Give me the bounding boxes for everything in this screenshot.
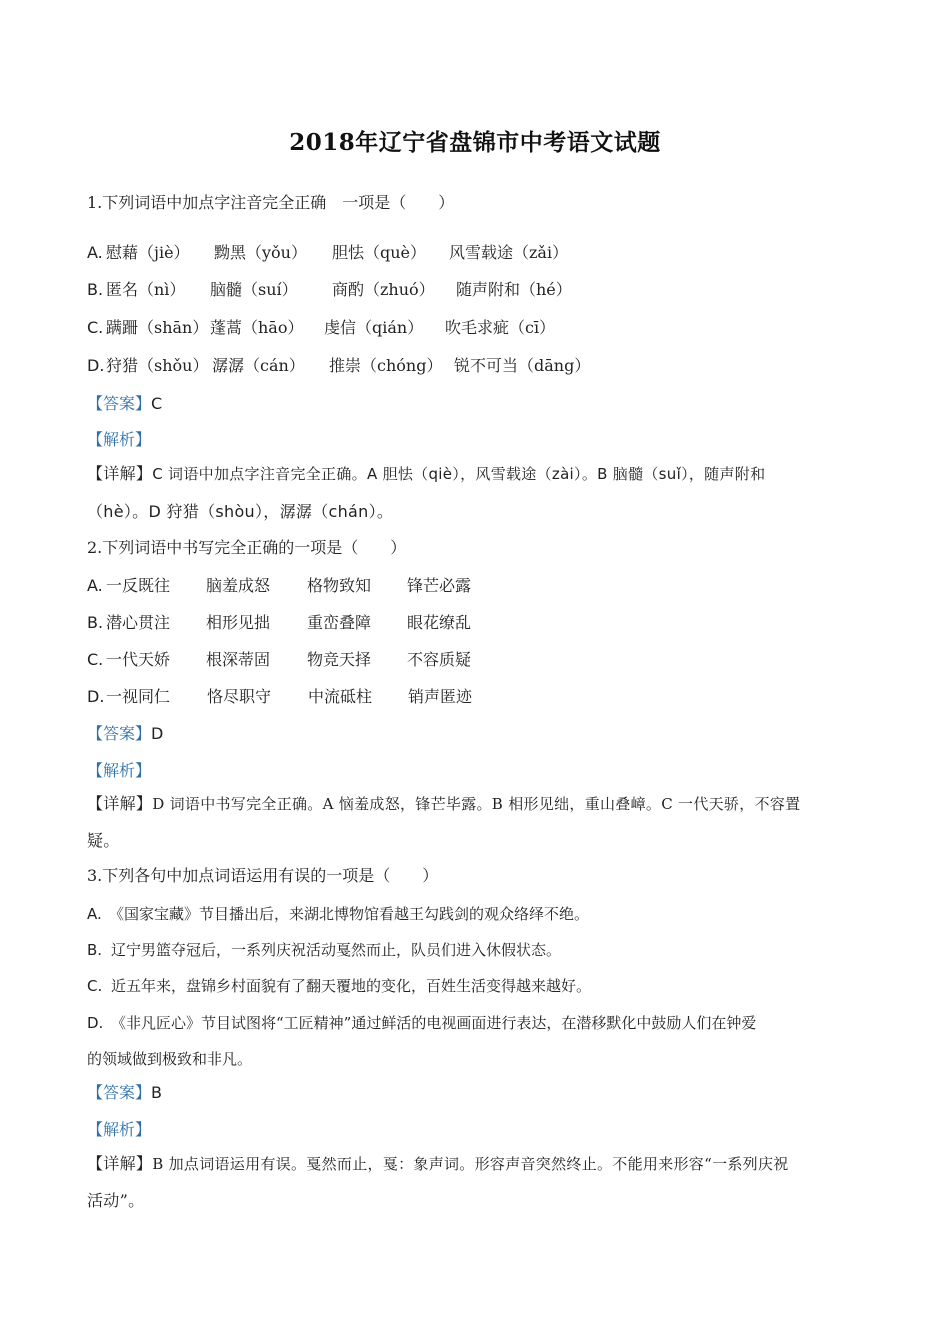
detail-text: D 词语中书写完全正确。A 恼羞成怒，锋芒毕露。B 相形见绌，重山叠嶂。C 一代天骄，不容置 (152, 795, 801, 813)
option-item: 随声附和（hé） (456, 280, 572, 299)
option-label: B. (87, 280, 104, 299)
option-item: 一反既往 (106, 576, 171, 595)
option-label: A. (87, 905, 102, 923)
option-item: 脑髓（suí） (210, 280, 298, 299)
question-1-stem: 1.下列词语中加点字注音完全正确 一项是（ ） (87, 193, 455, 212)
option-item: 潺潺（cán） (212, 356, 305, 375)
option-item: 商酌（zhuó） (332, 280, 435, 299)
q2-detail (87, 794, 800, 814)
q2-detail-continued: 疑。 (87, 831, 120, 850)
q3-option-b (87, 940, 562, 960)
option-item: 黝黑（yǒu） (214, 243, 307, 262)
q2-option-c (87, 650, 472, 670)
option-item: 不容质疑 (407, 650, 472, 669)
answer-tag: 【答案】 (87, 1083, 152, 1102)
option-item: 吹毛求疵（cī） (445, 318, 556, 337)
q1-option-c (87, 318, 556, 338)
detail-tag: 【详解】 (87, 464, 153, 483)
option-label: D. (87, 687, 105, 706)
q1-detail-continued: （hè）。D 狩猎（shòu），潺潺（chán）。 (87, 502, 394, 521)
q1-detail (87, 464, 765, 484)
option-item: 重峦叠障 (307, 613, 372, 632)
option-item: 匿名（nì） (106, 280, 186, 299)
option-item: 蹒跚（shān） (106, 318, 209, 337)
option-item: 风雪载途（zǎi） (449, 243, 569, 262)
option-item: 一视同仁 (106, 687, 171, 706)
detail-tag: 【详解】 (87, 794, 153, 813)
option-item: 物竞天择 (307, 650, 372, 669)
q3-option-c (87, 976, 592, 996)
q1-option-d (87, 356, 591, 376)
page-title: 2018年辽宁省盘锦市中考语文试题 (289, 129, 661, 156)
option-label: C. (87, 650, 104, 669)
option-text: 辽宁男篮夺冠后，一系列庆祝活动戛然而止，队员们进入休假状态。 (111, 941, 562, 959)
q3-option-d-continued: 的领域做到极致和非凡。 (87, 1050, 253, 1068)
option-item: 虔信（qián） (324, 318, 424, 337)
q3-analysis-tag: 【解析】 (87, 1120, 152, 1139)
option-item: 脑羞成怒 (206, 576, 271, 595)
option-item: 中流砥柱 (308, 687, 373, 706)
q3-detail-continued: 活动”。 (87, 1191, 145, 1210)
q2-analysis-tag: 【解析】 (87, 761, 152, 780)
option-text: 《非凡匠心》节目试图将“工匠精神”通过鲜活的电视画面进行表达，在潜移默化中鼓励人们在钟爱 (111, 1014, 757, 1032)
option-item: 恪尽职守 (207, 687, 272, 706)
option-item: 锋芒必露 (407, 576, 472, 595)
q2-option-b (87, 613, 472, 633)
q1-option-a (87, 243, 569, 263)
detail-tag: 【详解】 (87, 1154, 153, 1173)
option-item: 相形见拙 (206, 613, 271, 632)
option-label: A. (87, 576, 103, 595)
q2-option-d (87, 687, 473, 707)
option-label: D. (87, 356, 105, 375)
question-2-stem: 2.下列词语中书写完全正确的一项是（ ） (87, 538, 407, 557)
option-item: 销声匿迹 (408, 687, 473, 706)
option-text: 《国家宝藏》节目播出后，来湖北博物馆看越王勾践剑的观众络绎不绝。 (109, 905, 590, 923)
q2-answer (87, 724, 163, 744)
q3-option-d (87, 1013, 757, 1033)
answer-value: D (151, 724, 164, 743)
option-text: 近五年来，盘锦乡村面貌有了翻天覆地的变化，百姓生活变得越来越好。 (111, 977, 592, 995)
answer-value: C (151, 394, 163, 413)
option-label: B. (87, 941, 103, 959)
option-item: 胆怯（què） (332, 243, 427, 262)
detail-text: B 加点词语运用有误。戛然而止，戛：象声词。形容声音突然终止。不能用来形容“一系列庆祝 (152, 1155, 789, 1173)
option-item: 推崇（chóng） (329, 356, 443, 375)
option-item: 眼花缭乱 (407, 613, 472, 632)
q1-answer (87, 394, 162, 414)
option-label: C. (87, 977, 103, 995)
option-item: 根深蒂固 (206, 650, 271, 669)
answer-value: B (151, 1083, 162, 1102)
answer-tag: 【答案】 (87, 724, 152, 743)
option-item: 锐不可当（dāng） (454, 356, 591, 375)
q2-option-a (87, 576, 472, 596)
option-label: B. (87, 613, 104, 632)
option-item: 一代天娇 (106, 650, 171, 669)
option-label: A. (87, 243, 103, 262)
answer-tag: 【答案】 (87, 394, 152, 413)
option-label: C. (87, 318, 104, 337)
q1-analysis-tag: 【解析】 (87, 430, 152, 449)
option-item: 狩猎（shǒu） (106, 356, 209, 375)
q3-answer (87, 1083, 162, 1103)
q1-option-b (87, 280, 572, 300)
detail-text: C 词语中加点字注音完全正确。A 胆怯（qiè），风雪载途（zài）。B 脑髓（suǐ），随声附和 (152, 465, 766, 483)
q3-option-a (87, 904, 590, 924)
option-item: 慰藉（jiè） (106, 243, 190, 262)
option-item: 蓬蒿（hāo） (210, 318, 304, 337)
question-3-stem: 3.下列各句中加点词语运用有误的一项是（ ） (87, 866, 439, 885)
option-item: 格物致知 (307, 576, 372, 595)
option-label: D. (87, 1014, 104, 1032)
q3-detail (87, 1154, 789, 1174)
option-item: 潜心贯注 (106, 613, 171, 632)
